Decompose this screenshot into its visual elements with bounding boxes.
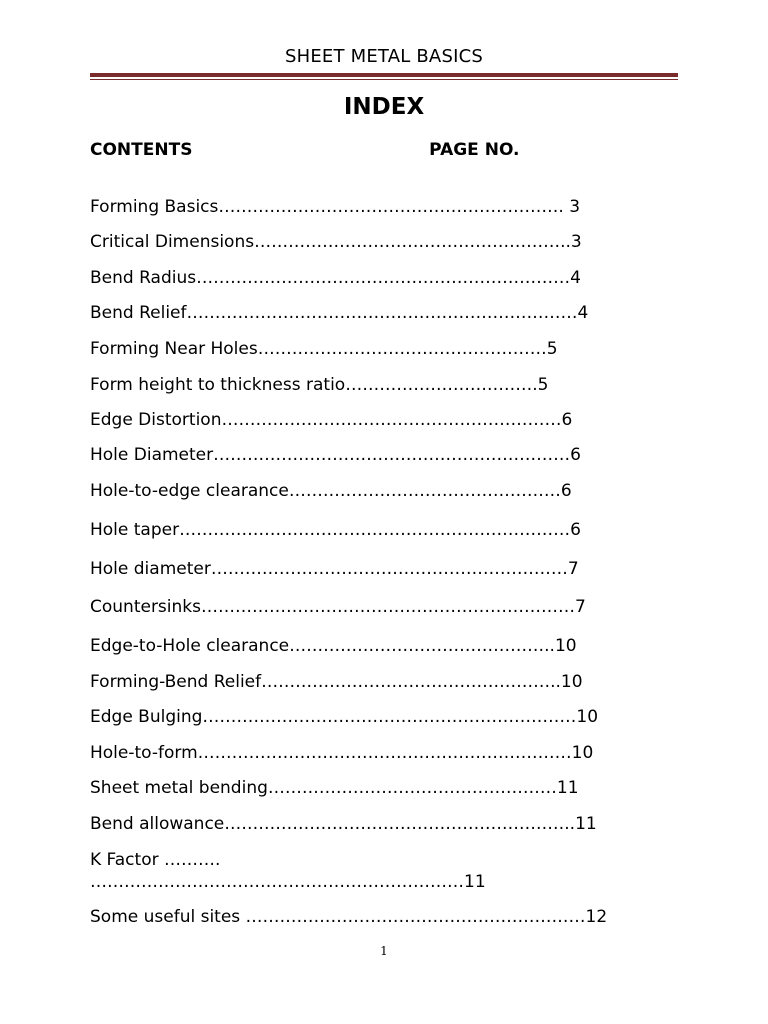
toc-entry-hole-taper: Hole taper……………………………………………………………6 [90,520,581,540]
toc-entry-countersinks: Countersinks…………………………………………………………7 [90,597,586,617]
contents-heading: CONTENTS PAGE NO. [90,140,520,160]
toc-entry-useful-sites: Some useful sites ……………………………………………………12 [90,907,608,927]
toc-entry-forming-near-holes: Forming Near Holes……………………………………………5 [90,339,558,359]
header-rule-thick [90,73,678,77]
toc-entry-bend-relief: Bend Relief……………………………………………………………4 [90,303,589,323]
page-header: SHEET METAL BASICS [285,46,483,67]
toc-entry-bend-allowance: Bend allowance……………………………………………………..11 [90,814,597,834]
toc-entry-forming-bend-relief: Forming-Bend Relief……………………………………………..10 [90,672,583,692]
toc-entry-bend-radius: Bend Radius…………………………………………………………4 [90,268,581,288]
toc-entry-edge-to-hole-clearance: Edge-to-Hole clearance………………………………………..10 [90,636,577,656]
toc-entry-critical-dimensions: Critical Dimensions………………………………………………..3 [90,232,582,252]
toc-entry-edge-distortion: Edge Distortion……………………………………………………6 [90,410,573,430]
page-number: 1 [380,944,388,958]
toc-entry-sheet-metal-bending: Sheet metal bending……………………………………………11 [90,778,579,798]
toc-entry-hole-to-edge-clearance: Hole-to-edge clearance…………………………………………6 [90,481,572,501]
toc-entry-k-factor: K Factor ………. …………………………………………………………11 [90,850,486,892]
toc-entry-hole-diameter: Hole Diameter………………………………………………………6 [90,445,581,465]
toc-entry-hole-diameter-2: Hole diameter………………………………………………………7 [90,559,579,579]
toc-entry-hole-to-form: Hole-to-form…………………………………………………………10 [90,743,594,763]
toc-entry-forming-basics: Forming Basics……………………………………………………. 3 [90,197,581,217]
header-rule-thin [90,79,678,80]
index-title: INDEX [343,94,425,120]
toc-entry-form-height-ratio: Form height to thickness ratio…………………………….5 [90,375,549,395]
toc-entry-edge-bulging: Edge Bulging…………………………………………………………10 [90,707,599,727]
